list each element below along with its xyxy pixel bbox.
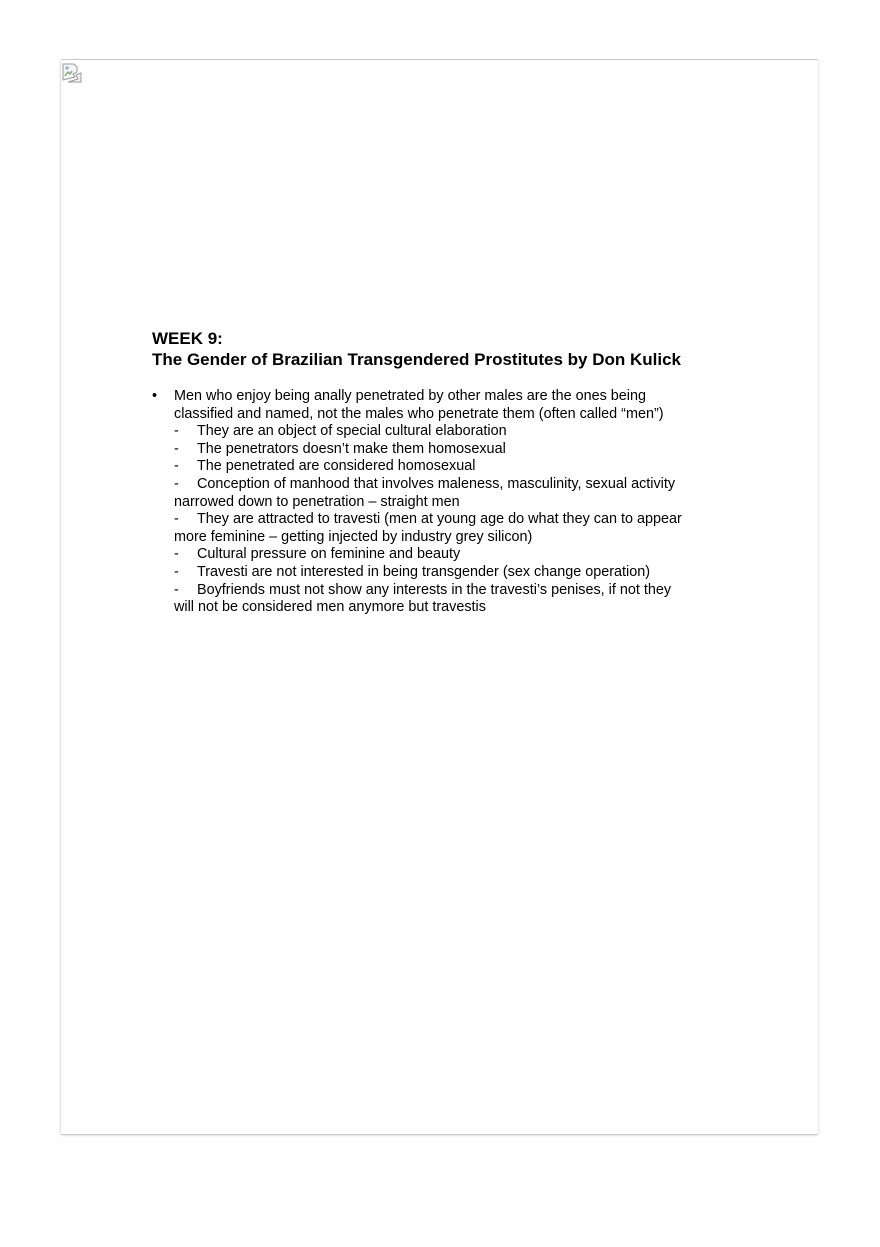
sub-list-item: [174, 458, 732, 476]
title-reading: The Gender of Brazilian Transgendered Prostitutes by Don Kulick: [152, 350, 681, 369]
sub-item-text: Cultural pressure on feminine and beauty: [197, 546, 461, 563]
list-item: [152, 388, 732, 617]
dash-marker: -: [174, 475, 179, 492]
sub-item-text-continued: will not be considered men anymore but travestis: [174, 599, 486, 616]
sub-item-text: Conception of manhood that involves maleness, masculinity, sexual activity: [197, 475, 676, 492]
dash-marker: -: [174, 440, 179, 457]
sub-item-text: They are attracted to travesti (men at young age do what they can to appear: [197, 511, 682, 528]
bullet-marker: •: [152, 388, 158, 404]
sub-list-item: [174, 546, 732, 564]
broken-image-icon: [62, 63, 82, 83]
sub-list-item: [174, 476, 732, 511]
title-week: WEEK 9:: [152, 329, 223, 348]
bullet-text-line: classified and named, not the males who penetrate them (often called “men”): [174, 405, 664, 422]
sub-item-text: They are an object of special cultural elaboration: [197, 423, 507, 440]
sub-item-text: Travesti are not interested in being transgender (sex change operation): [197, 563, 651, 580]
sub-list-item: [174, 441, 732, 459]
notes-content: [152, 388, 732, 617]
sub-item-text: Boyfriends must not show any interests in the travesti’s penises, if not they: [197, 581, 672, 598]
sub-list-item: [174, 582, 732, 617]
sub-item-text-continued: narrowed down to penetration – straight men: [174, 493, 460, 510]
sub-item-text: The penetrators doesn’t make them homosexual: [197, 440, 506, 457]
dash-marker: -: [174, 423, 179, 440]
bullet-text-line: Men who enjoy being anally penetrated by other males are the ones being: [174, 388, 647, 404]
sub-list-item: [174, 511, 732, 546]
sub-item-text-continued: more feminine – getting injected by industry grey silicon): [174, 528, 533, 545]
sub-list-item: [174, 564, 732, 582]
sub-list-item: [174, 423, 732, 441]
dash-marker: -: [174, 511, 179, 528]
dash-marker: -: [174, 458, 179, 475]
sub-item-text: The penetrated are considered homosexual: [197, 458, 476, 475]
page-title: [152, 328, 681, 370]
dash-marker: -: [174, 546, 179, 563]
dash-marker: -: [174, 563, 179, 580]
dash-marker: -: [174, 581, 179, 598]
